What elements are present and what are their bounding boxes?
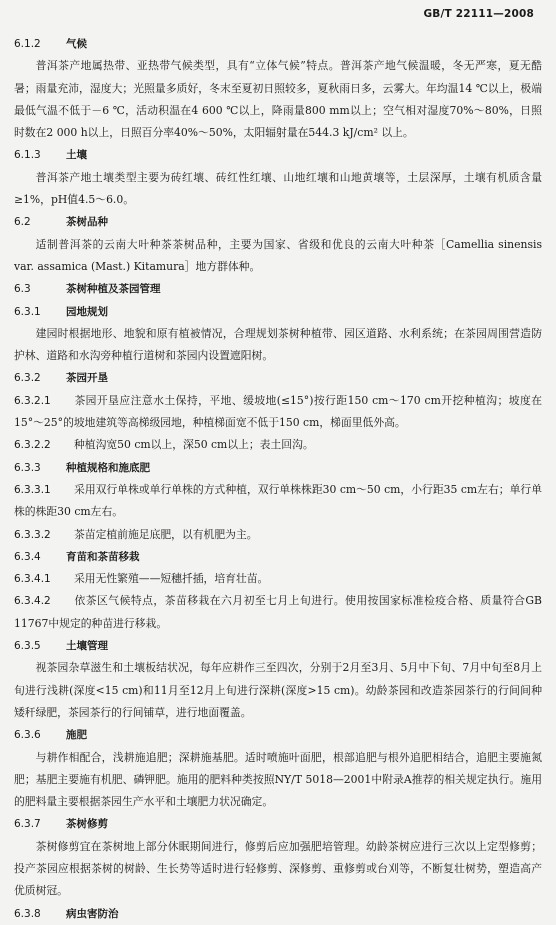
section-number: 6.3.6	[14, 729, 41, 742]
section-number: 6.3.1	[14, 305, 41, 318]
section-title: 土壤管理	[66, 640, 108, 653]
section-title: 土壤	[66, 149, 87, 162]
section-title: 病虫害防治	[66, 907, 119, 920]
section-title: 施肥	[66, 729, 87, 742]
section-title: 气候	[66, 38, 87, 50]
section-heading	[14, 903, 542, 925]
paragraph: 适制普洱茶的云南大叶种茶茶树品种，主要为国家、省级和优良的云南大叶种茶［Camellia sinensis var. assamica (Mast.) Kitamura］地方群体种。	[14, 237, 542, 273]
section-title: 育苗和茶苗移栽	[66, 550, 140, 563]
section-number: 6.3.3	[14, 461, 41, 474]
paragraph: 茶树修剪宜在茶树地上部分休眠期间进行，修剪后应加强肥培管理。幼龄茶树应进行三次以上定型修剪；投产茶园应根据茶树的树龄、生长势等适时进行轻修剪、深修剪、重修剪或台刈等，不断复壮树势，塑造高产优质树冠。	[14, 839, 542, 898]
section-title: 茶园开垦	[66, 372, 108, 385]
subclause-number: 6.3.3.1	[14, 483, 51, 496]
subclause	[14, 479, 542, 524]
subclause-number: 6.3.4.2	[14, 595, 51, 608]
paragraph: 视茶园杂草滋生和土壤板结状况，每年应耕作三至四次，分别于2月至3月、5月中下旬、7月中旬至8月上旬进行浅耕(深度<15 cm)和11月至12月上旬进行深耕(深度>15 cm)。幼龄茶园和改造茶园茶行的行间间种矮秆绿肥，茶园茶行的行间铺草，进行地面覆盖。	[14, 661, 542, 719]
subclause-text: 茶园开垦应注意水土保持，平地、缓坡地(≤15°)按行距150 cm～170 cm开挖种植沟；坡度在15°～25°的坡地建筑等高梯级园地，种植梯面宽不低于150 cm，梯面里低外高。	[14, 393, 542, 430]
section-number: 6.3	[14, 283, 31, 296]
subclause-number: 6.3.3.2	[14, 528, 51, 541]
subclause	[14, 568, 542, 590]
section-heading	[14, 278, 542, 300]
subclause-text: 依茶区气候特点，茶苗移栽在六月初至七月上旬进行。使用按国家标准检疫合格、质量符合GB 11767中规定的种苗进行移栽。	[14, 594, 542, 630]
section-number: 6.2	[14, 216, 31, 229]
section-heading	[14, 211, 542, 233]
standard-code-header: GB/T 22111—2008	[423, 8, 534, 20]
section-heading	[14, 301, 542, 323]
section-number: 6.1.3	[14, 149, 41, 162]
section-heading	[14, 457, 542, 479]
subclause	[14, 434, 542, 456]
section-number: 6.3.2	[14, 372, 41, 385]
section-heading	[14, 724, 542, 746]
section-heading	[14, 33, 542, 55]
subclause	[14, 590, 542, 635]
subclause-text: 茶苗定植前施足底肥，以有机肥为主。	[74, 527, 258, 541]
subclause-text: 种植沟宽50 cm以上，深50 cm以上；表土回沟。	[74, 438, 314, 452]
section-number: 6.3.7	[14, 818, 41, 831]
section-number: 6.3.4	[14, 550, 41, 563]
section-number: 6.3.8	[14, 907, 41, 920]
paragraph: 普洱茶产地属热带、亚热带气候类型，具有“立体气候”特点。普洱茶产地气候温暖，冬无严寒，夏无酷暑；雨量充沛，湿度大；光照量多质好，冬末至夏初日照较多，夏秋雨日多，云雾大。年均温14 ℃以上，极端最低气温不低于－6 ℃，活动积温在4 600 ℃以上，降雨量800 mm以上；空气相对湿度70%～80%，日照时数在2 000 h以上，日照百分率40%～50%，太阳辐射量在544.3 kJ/cm² 以上。	[14, 59, 542, 140]
section-title: 种植规格和施底肥	[66, 461, 150, 474]
section-heading	[14, 144, 542, 166]
section-heading	[14, 813, 542, 835]
subclause-text: 采用无性繁殖——短穗扦插，培育壮苗。	[74, 572, 269, 586]
subclause-number: 6.3.2.1	[14, 394, 51, 407]
subclause	[14, 390, 542, 435]
subclause-number: 6.3.4.1	[14, 573, 51, 586]
subclause	[14, 524, 542, 546]
section-number: 6.1.2	[14, 38, 41, 50]
section-title: 茶树种植及茶园管理	[66, 283, 161, 296]
section-number: 6.3.5	[14, 640, 41, 653]
section-title: 茶树修剪	[66, 818, 108, 831]
subclause-number: 6.3.2.2	[14, 439, 51, 452]
section-title: 茶树品种	[66, 216, 108, 229]
paragraph: 建园时根据地形、地貌和原有植被情况，合理规划茶树种植带、园区道路、水利系统；在茶园周围营造防护林、道路和水沟旁种植行道树和茶园内设置遮阳树。	[14, 326, 542, 363]
subclause-text: 采用双行单株或单行单株的方式种植，双行单株株距30 cm～50 cm，小行距35 cm左右；单行单株的株距30 cm左右。	[14, 482, 542, 519]
section-heading	[14, 635, 542, 657]
section-heading	[14, 367, 542, 389]
document-body	[14, 33, 542, 925]
section-title: 园地规划	[66, 305, 108, 318]
paragraph: 与耕作相配合，浅耕施追肥；深耕施基肥。适时喷施叶面肥，根部追肥与根外追肥相结合，追肥主要施氮肥；基肥主要施有机肥、磷钾肥。施用的肥料种类按照NY/T 5018—2001中附录A推荐的相关规定执行。施用的肥料量主要根据茶园生产水平和土壤肥力状况确定。	[14, 750, 542, 809]
section-heading	[14, 546, 542, 568]
paragraph: 普洱茶产地土壤类型主要为砖红壤、砖红性红壤、山地红壤和山地黄壤等，土层深厚，土壤有机质含量≥1%，pH值4.5～6.0。	[14, 170, 542, 207]
